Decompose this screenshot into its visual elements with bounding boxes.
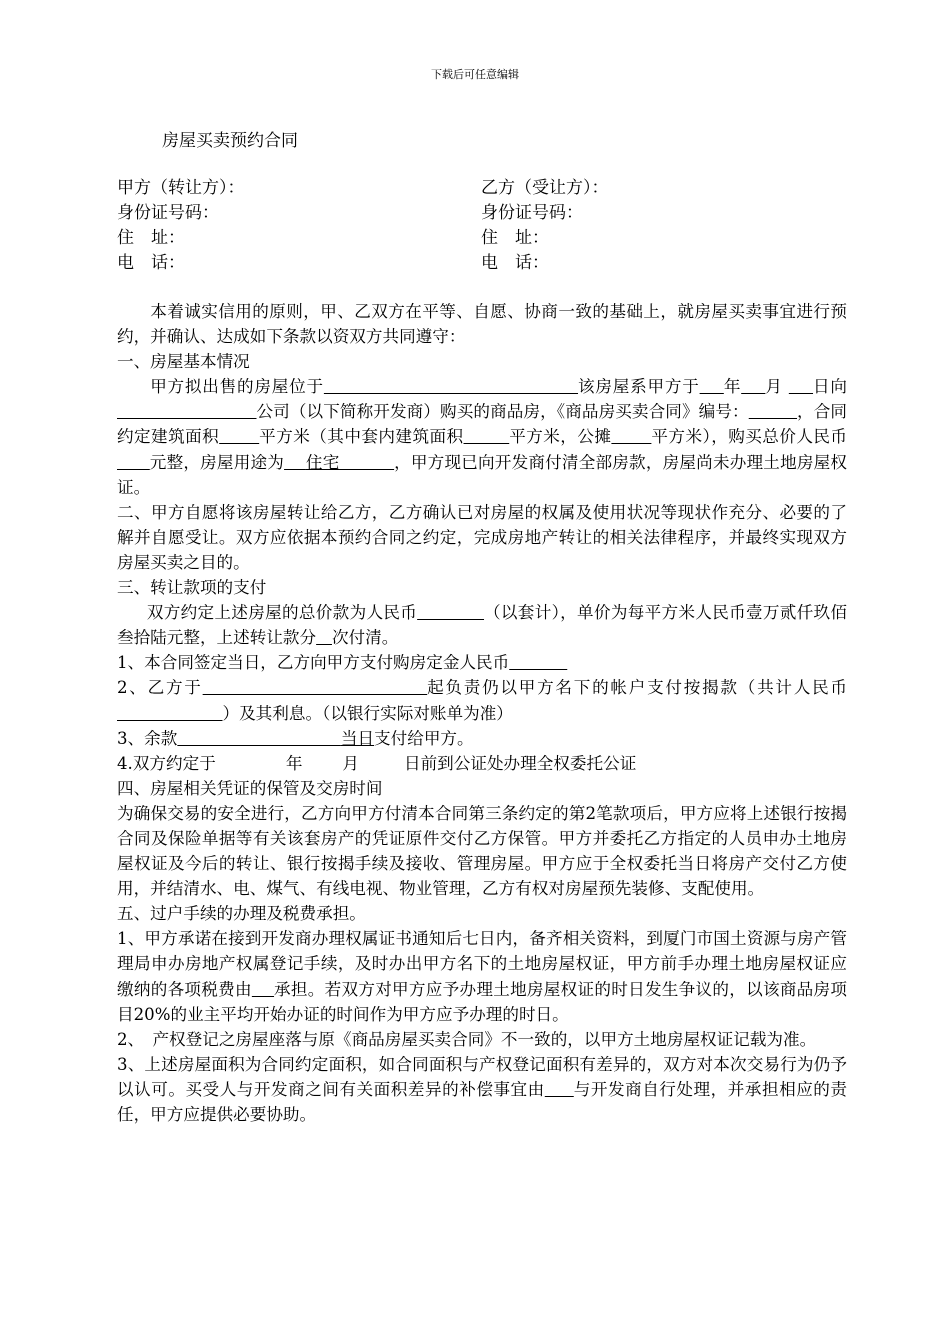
section-3-item-2: 2、乙方于 起负责仍以甲方名下的帐户支付按揭款（共计人民币 ）及其利息。（以银行实际对账单为准） [117,678,848,723]
section-5-heading: 五、过户手续的办理及税费承担。 [117,904,366,924]
section-5-item-3: 3、上述房屋面积为合同约定面积，如合同面积与产权登记面积有差异的，双方对本次交易行为仍予以认可。买受人与开发商之间有关面积差异的补偿事宜由 与开发商自行处理，并承担相应的责任，甲方应提供必要协助。 [117,1054,848,1124]
party-b-id: 身份证号码： [481,203,583,223]
party-b-label: 乙方（受让方）： [481,178,609,198]
party-b-block [481,176,609,276]
section-4-heading: 四、房屋相关凭证的保管及交房时间 [117,778,383,798]
party-b-phone: 电 话： [481,253,549,273]
section-1-heading: 一、房屋基本情况 [117,352,250,372]
section-5-item-1: 1、甲方承诺在接到开发商办理权属证书通知后七日内，备齐相关资料，到厦门市国土资源与房产管理局申办房地产权属登记手续，及时办出甲方名下的土地房屋权证，甲方前手办理土地房屋权证应缴纳的各项税费由 承担。若双方对甲方应予办理土地房屋权证的时日发生争议的，以该商品房项目20%的业主平均开始办证的时间作为甲方应予办理的时日。 [117,929,847,1024]
party-a-id: 身份证号码： [117,203,219,223]
house-use-value: 住宅 [305,452,340,472]
intro-paragraph: 本着诚实信用的原则，甲、乙双方在平等、自愿、协商一致的基础上，就房屋买卖事宜进行预约，并确认、达成如下条款以资双方共同遵守： [117,302,847,347]
party-a-label: 甲方（转让方）： [117,178,245,198]
section-3-heading: 三、转让款项的支付 [117,578,267,598]
party-a-phone: 电 话： [117,253,185,273]
header-note: 下载后可任意编辑 [431,68,519,81]
section-3-item-1: 1、本合同签定当日，乙方向甲方支付购房定金人民币 [117,653,510,673]
section-1-paragraph: 甲方拟出售的房屋位于 该房屋系甲方于 年 月 日向 公司（以下简称开发商）购买的商品房，《商品房买卖合同》编号： ，合同约定建筑面积 平方米（其中套内建筑面积 平方米，公摊 平方米），购买总价人民币 元整，房屋用途为 住宅 ，甲方现已向开发商付清全部房款，房屋尚未办理土地房屋权证。 [117,377,848,497]
party-b-address: 住 址： [481,228,549,248]
section-3-item-4: 4.双方约定于 年 月 日前到公证处办理全权委托公证 [117,753,637,773]
section-5-item-2: 2、 产权登记之房屋座落与原《商品房屋买卖合同》不一致的，以甲方土地房屋权证记载为准。 [117,1029,817,1049]
contract-body [117,299,847,1127]
party-a-address: 住 址： [117,228,185,248]
section-4-paragraph: 为确保交易的安全进行，乙方向甲方付清本合同第三条约定的第2笔款项后，甲方应将上述银行按揭合同及保险单据等有关该套房产的凭证原件交付乙方保管。甲方并委托乙方指定的人员申办土地房屋权证及今后的转让、银行按揭手续及接收、管理房屋。甲方应于全权委托当日将房产交付乙方使用，并结清水、电、煤气、有线电视、物业管理，乙方有权对房屋预先装修、支配使用。 [117,803,847,899]
section-3-item-3: 3、余款 当日支付给甲方。 [117,728,474,748]
party-a-block [117,176,245,276]
section-3-paragraph: 双方约定上述房屋的总价款为人民币 （以套计），单价为每平方米人民币壹万贰仟玖佰叁拾陆元整，上述转让款分 次付清。 [117,603,848,648]
section-2-paragraph: 二、甲方自愿将该房屋转让给乙方，乙方确认已对房屋的权属及使用状况等现状作充分、必要的了解并自愿受让。双方应依据本预约合同之约定，完成房地产转让的相关法律程序，并最终实现双方房屋买卖之目的。 [117,502,847,572]
contract-title: 房屋买卖预约合同 [162,131,298,151]
